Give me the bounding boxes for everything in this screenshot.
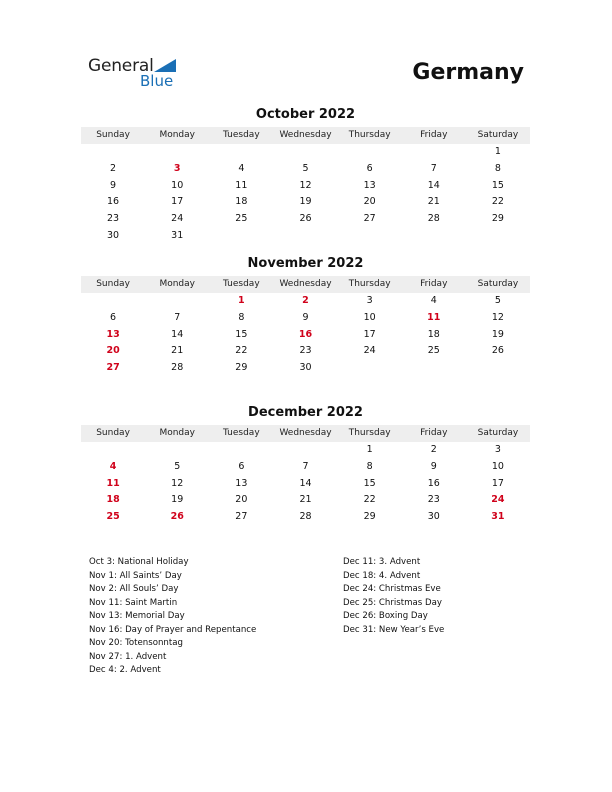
day-cell: 6 <box>110 311 117 323</box>
weekday-label: Saturday <box>477 279 519 289</box>
weekday-label: Monday <box>159 279 195 289</box>
week-row <box>81 442 530 459</box>
day-cell: 28 <box>427 213 440 225</box>
day-cell: 18 <box>427 328 440 340</box>
day-cell: 7 <box>174 311 181 323</box>
day-cell: 25 <box>427 345 440 357</box>
empty-day-cell <box>273 144 337 161</box>
weekday-label: Tuesday <box>223 428 260 438</box>
day-cell: 27 <box>363 213 376 225</box>
week-row <box>81 211 530 228</box>
day-cell: 14 <box>427 179 440 191</box>
weekday-label: Thursday <box>348 428 391 438</box>
weekday-header-row <box>81 425 530 442</box>
day-cell: 9 <box>430 460 437 472</box>
weekday-label: Sunday <box>96 130 130 140</box>
day-cell: 9 <box>110 179 117 191</box>
empty-day-cell <box>402 144 466 161</box>
brand-name-general: General <box>88 56 154 76</box>
day-cell: 16 <box>427 477 440 489</box>
day-cell: 23 <box>427 494 440 506</box>
page-title: Germany <box>412 60 524 85</box>
weekday-label: Friday <box>420 130 448 140</box>
day-cell: 11 <box>235 179 248 191</box>
day-cell: 28 <box>299 511 312 523</box>
month-calendar <box>81 256 530 377</box>
day-cell: 21 <box>427 196 440 208</box>
day-cell: 1 <box>366 444 373 455</box>
week-row <box>81 310 530 327</box>
day-cell: 20 <box>363 196 376 208</box>
day-cell: 10 <box>363 311 376 323</box>
holiday-note: Nov 2: All Souls’ Day <box>89 584 179 594</box>
day-cell: 8 <box>366 460 373 472</box>
day-cell: 18 <box>235 196 248 208</box>
weekday-label: Saturday <box>477 428 519 438</box>
day-cell: 25 <box>235 213 248 225</box>
day-cell: 13 <box>235 477 248 489</box>
empty-day-cell <box>338 228 402 245</box>
day-cell: 1 <box>238 295 245 306</box>
empty-day-cell <box>273 442 337 459</box>
holiday-note: Dec 4: 2. Advent <box>89 665 161 675</box>
day-cell: 6 <box>238 460 245 472</box>
week-row <box>81 178 530 195</box>
day-cell: 29 <box>491 213 504 225</box>
weekday-label: Wednesday <box>279 428 332 438</box>
week-row <box>81 293 530 310</box>
day-cell: 2 <box>302 295 309 306</box>
day-cell: 5 <box>174 460 181 472</box>
day-cell: 18 <box>106 494 120 506</box>
day-cell: 23 <box>107 213 120 225</box>
day-cell: 9 <box>302 311 309 323</box>
holiday-note: Dec 24: Christmas Eve <box>343 584 441 594</box>
day-cell: 27 <box>235 511 248 523</box>
day-cell: 8 <box>494 162 501 174</box>
day-cell: 26 <box>491 345 504 357</box>
empty-day-cell <box>466 228 530 245</box>
day-cell: 4 <box>430 295 437 306</box>
day-cell: 10 <box>171 179 184 191</box>
week-row <box>81 144 530 161</box>
day-cell: 19 <box>171 494 184 506</box>
day-cell: 22 <box>491 196 504 208</box>
day-cell: 24 <box>171 213 184 225</box>
day-cell: 4 <box>109 460 117 472</box>
weekday-label: Friday <box>420 279 448 289</box>
empty-day-cell <box>402 360 466 377</box>
day-cell: 2 <box>110 162 117 174</box>
day-cell: 6 <box>366 162 373 174</box>
day-cell: 29 <box>363 511 376 523</box>
holiday-note: Dec 18: 4. Advent <box>343 570 421 581</box>
brand-logo <box>88 56 188 92</box>
day-cell: 27 <box>106 362 120 374</box>
day-cell: 19 <box>491 328 504 340</box>
week-row <box>81 327 530 344</box>
day-cell: 1 <box>494 146 501 157</box>
day-cell: 17 <box>491 477 504 489</box>
day-cell: 5 <box>494 295 501 306</box>
empty-day-cell <box>466 360 530 377</box>
holiday-notes-left <box>89 556 256 678</box>
day-cell: 31 <box>171 229 184 241</box>
holiday-note: Nov 27: 1. Advent <box>89 651 167 662</box>
weekday-header-row <box>81 127 530 144</box>
empty-day-cell <box>338 144 402 161</box>
empty-day-cell <box>338 360 402 377</box>
holiday-note: Nov 13: Memorial Day <box>89 611 185 621</box>
day-cell: 23 <box>299 345 312 357</box>
day-cell: 3 <box>494 444 501 455</box>
week-row <box>81 492 530 509</box>
month-title: October 2022 <box>255 107 356 122</box>
day-cell: 4 <box>238 162 245 174</box>
holiday-notes-right <box>343 556 444 637</box>
empty-day-cell <box>209 144 273 161</box>
week-row <box>81 228 530 245</box>
day-cell: 14 <box>171 328 184 340</box>
day-cell: 30 <box>299 362 312 374</box>
week-row <box>81 509 530 526</box>
day-cell: 26 <box>170 511 184 523</box>
weekday-label: Thursday <box>348 130 391 140</box>
week-row <box>81 161 530 178</box>
holiday-note: Oct 3: National Holiday <box>89 557 189 567</box>
empty-day-cell <box>209 442 273 459</box>
empty-day-cell <box>402 228 466 245</box>
day-cell: 2 <box>430 444 437 455</box>
day-cell: 11 <box>106 477 120 489</box>
day-cell: 15 <box>491 179 504 191</box>
day-cell: 14 <box>299 477 312 489</box>
holiday-note: Nov 1: All Saints’ Day <box>89 570 182 581</box>
week-row <box>81 360 530 377</box>
holiday-note: Nov 16: Day of Prayer and Repentance <box>89 624 257 635</box>
week-row <box>81 459 530 476</box>
weekday-label: Tuesday <box>223 279 260 289</box>
day-cell: 17 <box>363 328 376 340</box>
day-cell: 8 <box>238 311 245 323</box>
weekday-label: Wednesday <box>279 130 332 140</box>
day-cell: 13 <box>106 328 120 340</box>
day-cell: 12 <box>491 311 504 323</box>
weekday-label: Friday <box>420 428 448 438</box>
day-cell: 11 <box>427 311 441 323</box>
weekday-label: Monday <box>159 428 195 438</box>
month-title: November 2022 <box>247 256 364 271</box>
day-cell: 24 <box>491 494 505 506</box>
day-cell: 10 <box>491 460 504 472</box>
day-cell: 16 <box>107 196 120 208</box>
day-cell: 28 <box>171 362 184 374</box>
day-cell: 30 <box>107 229 120 241</box>
day-cell: 12 <box>171 477 184 489</box>
month-calendar <box>81 405 530 526</box>
brand-name-blue: Blue <box>140 72 174 90</box>
weekday-header-row <box>81 276 530 293</box>
holiday-note: Dec 26: Boxing Day <box>343 611 428 621</box>
day-cell: 25 <box>106 511 120 523</box>
empty-day-cell <box>145 442 209 459</box>
holiday-note: Dec 25: Christmas Day <box>343 597 442 608</box>
weekday-label: Thursday <box>348 279 391 289</box>
weekday-label: Wednesday <box>279 279 332 289</box>
day-cell: 3 <box>173 162 181 174</box>
day-cell: 3 <box>366 295 373 306</box>
day-cell: 20 <box>106 345 120 357</box>
day-cell: 30 <box>427 511 440 523</box>
empty-day-cell <box>273 228 337 245</box>
day-cell: 13 <box>363 179 376 191</box>
empty-day-cell <box>145 144 209 161</box>
holiday-note: Nov 20: Totensonntag <box>89 638 183 648</box>
empty-day-cell <box>145 293 209 310</box>
holiday-note: Dec 31: New Year’s Eve <box>343 624 445 635</box>
weekday-label: Sunday <box>96 279 130 289</box>
day-cell: 24 <box>363 345 376 357</box>
day-cell: 22 <box>363 494 376 506</box>
day-cell: 26 <box>299 213 312 225</box>
day-cell: 17 <box>171 196 184 208</box>
weekday-label: Sunday <box>96 428 130 438</box>
day-cell: 12 <box>299 179 312 191</box>
day-cell: 5 <box>302 162 309 174</box>
brand-triangle-icon <box>154 59 176 72</box>
day-cell: 21 <box>299 494 312 506</box>
day-cell: 19 <box>299 196 312 208</box>
weekday-label: Saturday <box>477 130 519 140</box>
weekday-label: Monday <box>159 130 195 140</box>
day-cell: 7 <box>430 162 437 174</box>
holiday-note: Nov 11: Saint Martin <box>89 597 178 608</box>
day-cell: 20 <box>235 494 248 506</box>
week-row <box>81 476 530 493</box>
empty-day-cell <box>209 228 273 245</box>
month-title: December 2022 <box>248 405 363 420</box>
week-row <box>81 343 530 360</box>
weekday-label: Tuesday <box>223 130 260 140</box>
week-row <box>81 194 530 211</box>
day-cell: 16 <box>298 328 313 340</box>
month-calendar <box>81 107 530 245</box>
empty-day-cell <box>81 442 145 459</box>
day-cell: 31 <box>491 511 505 523</box>
day-cell: 21 <box>171 345 184 357</box>
day-cell: 15 <box>235 328 248 340</box>
day-cell: 22 <box>235 345 248 357</box>
holiday-note: Dec 11: 3. Advent <box>343 557 421 567</box>
empty-day-cell <box>81 144 145 161</box>
day-cell: 7 <box>302 460 309 472</box>
empty-day-cell <box>81 293 145 310</box>
day-cell: 29 <box>235 362 248 374</box>
day-cell: 15 <box>363 477 376 489</box>
